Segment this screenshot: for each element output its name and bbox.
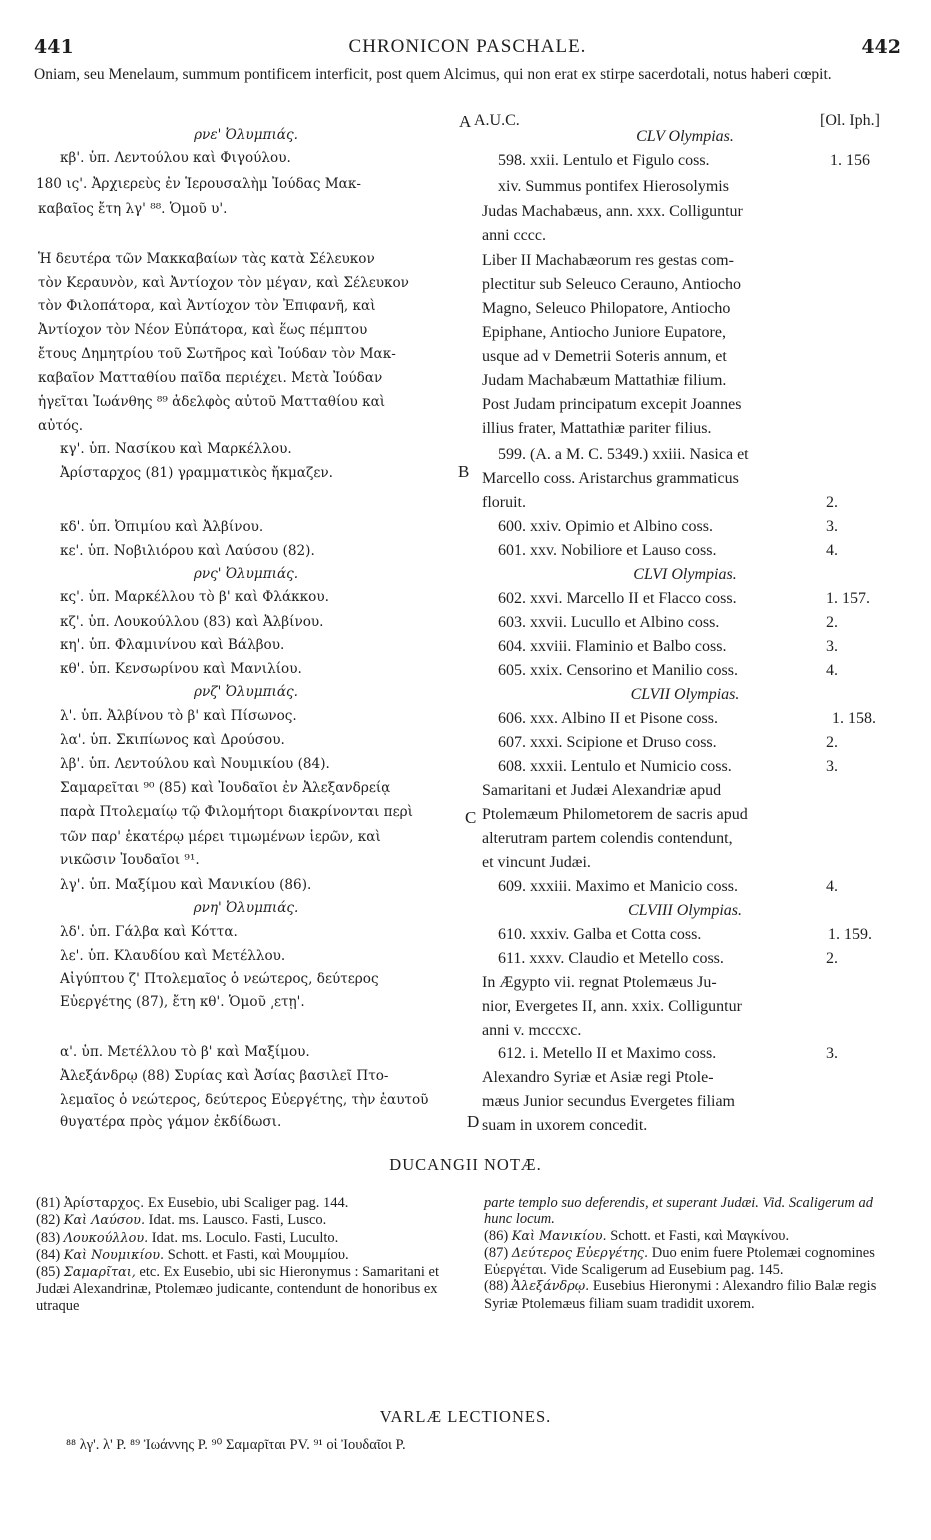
greek-line: ρνζ' Ὀλυμπιάς. xyxy=(194,684,298,700)
margin-letter-d: D xyxy=(467,1112,480,1131)
page-title: CHRONICON PASCHALE. xyxy=(348,36,587,57)
greek-line: τὸν Κεραυνὸν, καὶ Ἀντίοχον τὸν μέγαν, καὶ Σέλευκον xyxy=(38,275,409,291)
greek-line: κς'. ὑπ. Μαρκέλλου τὸ β' καὶ Φλάκκου. xyxy=(60,589,329,605)
greek-line: κθ'. ὑπ. Κενσωρίνου καὶ Μανιλίου. xyxy=(60,661,302,677)
latin-line: 604. xxviii. Flaminio et Balbo coss. xyxy=(498,638,727,655)
greek-line: Εὐεργέτης (87), ἔτη κθ'. Ὁμοῦ ͵ετῃ'. xyxy=(60,994,305,1010)
latin-line: 607. xxxi. Scipione et Druso coss. xyxy=(498,734,717,751)
greek-line: Αἰγύπτου ζ' Πτολεμαῖος ὁ νεώτερος, δεύτερος xyxy=(60,971,379,987)
latin-line: 600. xxiv. Opimio et Albino coss. xyxy=(498,518,713,535)
latin-line: Samaritani et Judæi Alexandriæ apud xyxy=(482,782,722,799)
olympiad-year-number: 3. xyxy=(826,638,838,655)
greek-line: τὸν Φιλοπάτορα, καὶ Ἀντίοχον τὸν Ἐπιφανῆ, καὶ xyxy=(38,298,376,314)
greek-line: κγ'. ὑπ. Νασίκου καὶ Μαρκέλλου. xyxy=(60,441,292,457)
running-header xyxy=(34,36,901,60)
greek-line: νικῶσιν Ἰουδαῖοι ⁹¹. xyxy=(60,852,200,868)
latin-line: Judam Machabæum Mattathiæ filium. xyxy=(482,372,727,389)
note-87: (87) Δεύτερος Εὐεργέτης. Duo enim fuere Ptolemæi cognomines Εὐεργέται. Vide Scaligerum ad Eusebium pag. 145. xyxy=(484,1244,875,1279)
latin-line: 598. xxii. Lentulo et Figulo coss. xyxy=(498,152,710,169)
latin-line: CLVIII Olympias. xyxy=(627,902,743,919)
note-85: (85) Σαμαρῖται, etc. Ex Eusebio, ubi sic Hieronymus : Samaritani et Judæi Alexandrinæ, Ptolemæo judicante, contendunt de honoribus ex utraque xyxy=(36,1264,440,1314)
olympiad-year-number: 2. xyxy=(826,734,838,751)
latin-line: anni cccc. xyxy=(482,227,546,244)
greek-line: α'. ὑπ. Μετέλλου τὸ β' καὶ Μαξίμου. xyxy=(60,1044,310,1060)
latin-line: 602. xxvi. Marcello II et Flacco coss. xyxy=(498,590,737,607)
latin-line: usque ad v Demetrii Soteris annum, et xyxy=(482,348,727,365)
latin-line: xiv. Summus pontifex Hierosolymis xyxy=(498,178,729,195)
notes-title: DUCANGII NOTÆ. xyxy=(389,1155,542,1174)
latin-line: nior, Evergetes II, ann. xxix. Colliguntur xyxy=(482,998,742,1015)
latin-line: CLV Olympias. xyxy=(636,128,734,145)
greek-line: Ἀντίοχον τὸν Νέον Εὐπάτορα, καὶ ἕως πέμπτου xyxy=(38,322,368,338)
greek-line: λγ'. ὑπ. Μαξίμου καὶ Μανικίου (86). xyxy=(60,877,312,893)
latin-line: 610. xxxiv. Galba et Cotta coss. xyxy=(498,926,702,943)
greek-line: κβ'. ὑπ. Λεντούλου καὶ Φιγούλου. xyxy=(60,150,291,166)
greek-line: καβαῖος ἔτη λγ' ⁸⁸. Ὁμοῦ υ'. xyxy=(38,201,228,217)
greek-line: κη'. ὑπ. Φλαμινίνου καὶ Βάλβου. xyxy=(60,637,285,653)
greek-line: Σαμαρεῖται ⁹⁰ (85) καὶ Ἰουδαῖοι ἐν Ἀλεξανδρείᾳ xyxy=(60,780,391,796)
latin-line: 601. xxv. Nobiliore et Lauso coss. xyxy=(498,542,717,559)
latin-line: illius frater, Mattathiæ pariter filius. xyxy=(482,420,712,437)
olympiad-year-number: 2. xyxy=(826,950,838,967)
latin-line: 609. xxxiii. Maximo et Manicio coss. xyxy=(498,878,738,895)
note-81: (81) Ἀρίσταρχος. Ex Eusebio, ubi Scaliger pag. 144. xyxy=(36,1195,349,1211)
latin-line: 599. (A. a M. C. 5349.) xxiii. Nasica et xyxy=(498,446,749,463)
greek-line: λα'. ὑπ. Σκιπίωνος καὶ Δρούσου. xyxy=(60,732,285,748)
latin-line: anni v. mcccxc. xyxy=(482,1022,582,1039)
latin-line: 603. xxvii. Lucullo et Albino coss. xyxy=(498,614,720,631)
olympiad-year-number: 1. 157. xyxy=(826,590,870,607)
margin-letter-c: C xyxy=(465,808,477,827)
auc-column-label: A.U.C. xyxy=(474,112,520,129)
notes-left-column xyxy=(36,1195,458,1314)
note-82: (82) Καὶ Λαύσου. Idat. ms. Lausco. Fasti, Lusco. xyxy=(36,1212,327,1229)
margin-letter-a: A xyxy=(459,112,472,131)
latin-line: 612. i. Metello II et Maximo coss. xyxy=(498,1045,717,1062)
latin-line: Marcello coss. Aristarchus grammaticus xyxy=(482,470,739,487)
greek-line: ἡγεῖται Ἰωάνθης ⁸⁹ ἀδελφὸς αὐτοῦ Ματταθίου καὶ xyxy=(38,394,386,410)
latin-line: Epiphane, Antiocho Juniore Eupatore, xyxy=(482,324,726,341)
note-84: (84) Καὶ Νουμικίου. Schott. et Fasti, καὶ Μουμμίου. xyxy=(36,1246,349,1263)
olympiad-year-number: 2. xyxy=(826,614,838,631)
olympiad-year-number: 1. 159. xyxy=(828,926,872,943)
greek-line: θυγατέρα πρὸς γάμον ἐκδίδωσι. xyxy=(60,1114,282,1130)
greek-line: λεμαῖος ὁ νεώτερος, δεύτερος Εὐεργέτης, τὴν ἑαυτοῦ xyxy=(60,1092,429,1108)
margin-letter-b: B xyxy=(458,462,470,481)
greek-line: τῶν παρ' ἑκατέρῳ μέρει τιμωμένων ἱερῶν, καὶ xyxy=(60,829,381,845)
greek-line: λ'. ὑπ. Ἀλβίνου τὸ β' καὶ Πίσωνος. xyxy=(60,708,297,724)
note-86: (86) Καὶ Μανικίου. Schott. et Fasti, καὶ Μαγκίνου. xyxy=(484,1227,790,1244)
greek-line: κδ'. ὑπ. Ὀπιμίου καὶ Ἀλβίνου. xyxy=(60,519,264,535)
olympiad-year-number: 4. xyxy=(826,878,838,895)
latin-line: Ptolemæum Philometorem de sacris apud xyxy=(482,806,748,823)
greek-line: καβαῖον Ματταθίου παῖδα περιέχει. Μετὰ Ἰούδαν xyxy=(38,370,383,386)
latin-line: 606. xxx. Albino II et Pisone coss. xyxy=(498,710,718,727)
greek-line: παρὰ Πτολεμαίῳ τῷ Φιλομήτορι διακρίνονται περὶ xyxy=(60,804,413,820)
notes-right-column xyxy=(484,1195,902,1312)
note-83: (83) Λουκούλλου. Idat. ms. Loculo. Fasti, Luculto. xyxy=(36,1229,339,1246)
latin-line: Judas Machabæus, ann. xxx. Colliguntur xyxy=(482,203,743,220)
latin-line: Post Judam principatum excepit Joannes xyxy=(482,396,742,413)
greek-line: ρνη' Ὀλυμπιάς. xyxy=(193,900,299,916)
greek-line: λε'. ὑπ. Κλαυδίου καὶ Μετέλλου. xyxy=(60,948,286,964)
latin-line: alterutram partem colendis contendunt, xyxy=(482,830,733,847)
latin-line: suam in uxorem concedit. xyxy=(482,1117,648,1134)
varia-lectiones-text: ⁸⁸ λγ'. λ' P. ⁸⁹ Ἰωάννης P. ⁹⁰ Σαμαρῖται PV. ⁹¹ οἱ Ἰουδαῖοι P. xyxy=(66,1437,406,1453)
greek-line: ἔτους Δημητρίου τοῦ Σωτῆρος καὶ Ἰούδαν τὸν Μακ- xyxy=(38,346,396,362)
greek-line: Ἡ δευτέρα τῶν Μακκαβαίων τὰς κατὰ Σέλευκον xyxy=(38,251,375,267)
latin-line: mæus Junior secundus Evergetes filiam xyxy=(482,1093,735,1110)
latin-line: 605. xxix. Censorino et Manilio coss. xyxy=(498,662,738,679)
greek-line: κε'. ὑπ. Νοβιλιόρου καὶ Λαύσου (82). xyxy=(60,543,315,559)
greek-line: ρνς' Ὀλυμπιάς. xyxy=(193,566,299,582)
latin-line: et vincunt Judæi. xyxy=(482,854,591,871)
greek-line: λδ'. ὑπ. Γάλβα καὶ Κόττα. xyxy=(60,924,238,940)
varia-lectiones-title: VARLÆ LECTIONES. xyxy=(379,1407,552,1426)
olympiad-year-number: 3. xyxy=(826,758,838,775)
latin-line: In Ægypto vii. regnat Ptolemæus Ju- xyxy=(482,974,717,991)
latin-line: Liber II Machabæorum res gestas com- xyxy=(482,252,734,269)
olympiad-year-number: 1. 158. xyxy=(832,710,876,727)
latin-line: 608. xxxii. Lentulo et Numicio coss. xyxy=(498,758,732,775)
olympiad-year-number: 3. xyxy=(826,518,838,535)
latin-line: 611. xxxv. Claudio et Metello coss. xyxy=(498,950,724,967)
greek-line: αὐτός. xyxy=(38,418,84,434)
latin-line: floruit. xyxy=(482,494,526,511)
note-85-continued: parte templo suo deferendis, et superant Judæi. Vid. Scaligerum ad hunc locum. xyxy=(484,1195,874,1228)
latin-line: plectitur sub Seleuco Cerauno, Antiocho xyxy=(482,276,742,293)
note-88: (88) Ἀλεξάνδρῳ. Eusebius Hieronymi : Alexandro filio Balæ regis Syriæ Ptolemæus filiam suam tradidit uxorem. xyxy=(484,1278,877,1312)
greek-line: Ἀλεξάνδρῳ (88) Συρίας καὶ Ἀσίας βασιλεῖ Πτο- xyxy=(60,1068,389,1084)
latin-line: CLVII Olympias. xyxy=(630,686,740,703)
page-number-right: 442 xyxy=(861,36,901,58)
latin-line: Alexandro Syriæ et Asiæ regi Ptole- xyxy=(482,1069,714,1086)
greek-line: 180 ις'. Ἀρχιερεὺς ἐν Ἱερουσαλὴμ Ἰούδας Μακ- xyxy=(36,176,361,192)
greek-line: κζ'. ὑπ. Λουκούλλου (83) καὶ Ἀλβίνου. xyxy=(60,614,324,630)
greek-line: ρνε' Ὀλυμπιάς. xyxy=(194,127,298,143)
page-number-left: 441 xyxy=(34,36,74,58)
olympiad-year-number: 4. xyxy=(826,542,838,559)
greek-line: Ἀρίσταρχος (81) γραμματικὸς ἤκμαζεν. xyxy=(60,465,333,481)
latin-line: CLVI Olympias. xyxy=(633,566,737,583)
olympiad-year-number: 3. xyxy=(826,1045,838,1062)
latin-line: Magno, Seleuco Philopatore, Antiocho xyxy=(482,300,731,317)
olympiad-year-number: 1. 156 xyxy=(830,152,870,169)
olympiad-year-number: 2. xyxy=(826,494,838,511)
intro-paragraph: Oniam, seu Menelaum, summum pontificem interficit, post quem Alcimus, qui non erat ex stirpe sacerdotali, notus haberi cœpit. xyxy=(34,66,832,83)
olympiad-column-label: [Ol. Iph.] xyxy=(820,112,880,129)
olympiad-year-number: 4. xyxy=(826,662,838,679)
greek-line: λβ'. ὑπ. Λεντούλου καὶ Νουμικίου (84). xyxy=(60,756,330,772)
